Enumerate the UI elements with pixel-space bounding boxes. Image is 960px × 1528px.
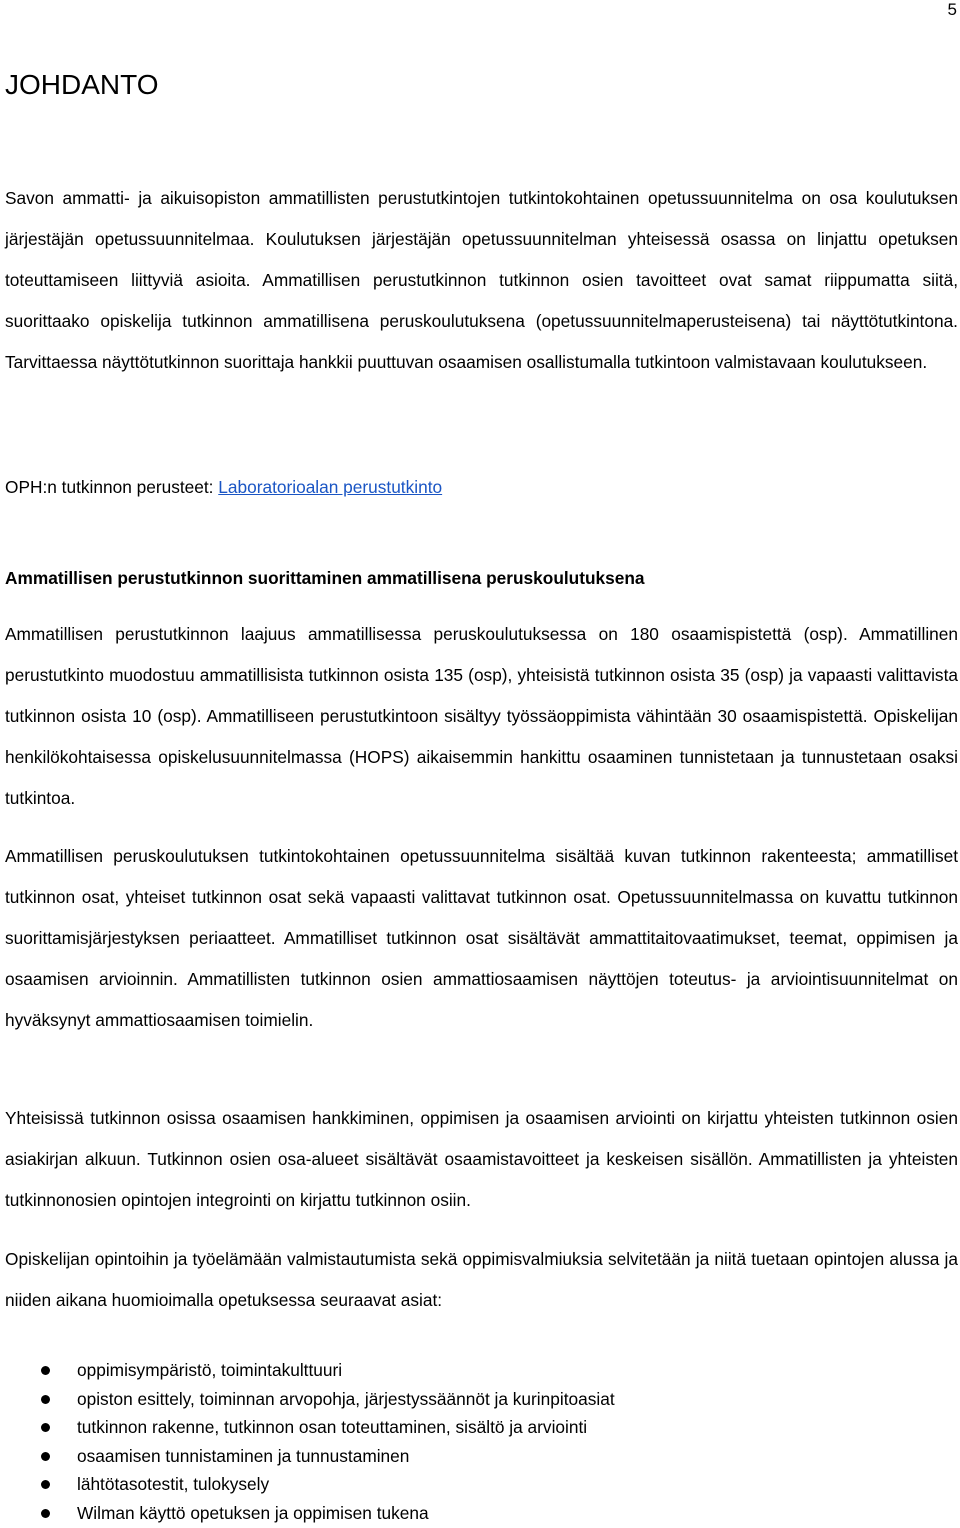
study-support-paragraph: Opiskelijan opintoihin ja työelämään valmistautumista sekä oppimisvalmiuksia selvitetään ja niitä tuetaan opintojen alussa ja niiden aikana huomioimalla opetuksessa seuraavat asiat: [5, 1249, 958, 1310]
scope-paragraph: Ammatillisen perustutkinnon laajuus ammatillisessa peruskoulutuksessa on 180 osaamispistettä (osp). Ammatillinen perustutkinto muodostuu ammatillisista tutkinnon osista 135 (osp), yhteisistä tutkinnon osista 35 (osp) ja vapaasti valittavista tutkinnon osista 10 (osp). Ammatilliseen perustutkintoon sisältyy työssäoppimista vähintään 30 osaamispistettä. Opiskelijan henkilökohtaisessa opiskelusuunnitelmassa (HOPS) aikaisemmin hankittu osaaminen tunnistetaan ja tunnustetaan osaksi tutkintoa. [5, 624, 958, 808]
list-item [0, 1499, 615, 1528]
list-item-text: oppimisympäristö, toimintakulttuuri [77, 1360, 343, 1380]
curriculum-link[interactable]: Laboratorioalan perustutkinto [218, 477, 443, 497]
list-item [0, 1385, 615, 1414]
list-item [0, 1413, 615, 1442]
oph-label: OPH:n tutkinnon perusteet: [5, 477, 219, 497]
list-item-text: osaamisen tunnistaminen ja tunnustaminen [77, 1445, 410, 1466]
list-item [0, 1470, 615, 1499]
plan-paragraph: Ammatillisen peruskoulutuksen tutkintokohtainen opetussuunnitelma sisältää kuvan tutkinnon rakenteesta; ammatilliset tutkinnon osat, yhteiset tutkinnon osat sekä vapaasti valittavat tutkinnon osat. Opetussuunnitelmassa on kuvattu tutkinnon suorittamisjärjestyksen periaatteet. Ammatilliset tutkinnon osat sisältävät ammattitaitovaatimukset, teemat, oppimisen ja osaamisen arvioinnin. Ammatillisten tutkinnon osien ammattiosaamisen näyttöjen toteutus- ja arviointisuunnitelmat on hyväksynyt ammattiosaamisen toimielin. [5, 846, 958, 1030]
page-number: 5 [947, 0, 957, 19]
section-heading: Ammatillisen perustutkinnon suorittaminen ammatillisena peruskoulutuksena [5, 568, 645, 588]
oph-reference [5, 467, 958, 508]
list-item [0, 1442, 615, 1471]
list-item-text: tutkinnon rakenne, tutkinnon osan toteuttaminen, sisältö ja arviointi [77, 1417, 588, 1438]
intro-paragraph: Savon ammatti- ja aikuisopiston ammatillisten perustutkintojen tutkintokohtainen opetussuunnitelma on osa koulutuksen järjestäjän opetussuunnitelmaa. Koulutuksen järjestäjän opetussuunnitelman yhteisessä osassa on linjattu opetuksen toteuttamiseen liittyviä asioita. Ammatillisen perustutkinnon tutkinnon osien tavoitteet ovat samat riippumatta siitä, suorittaako opiskelija tutkinnon ammatillisena peruskoulutuksena (opetussuunnitelmaperusteisena) tai näyttötutkintona. Tarvittaessa näyttötutkinnon suorittaja hankkii puuttuvan osaamisen osallistumalla tutkintoon valmistavaan koulutukseen. [5, 188, 958, 372]
bullet-icon [41, 1366, 50, 1375]
bullet-icon [41, 1480, 50, 1489]
bullet-icon [41, 1395, 50, 1404]
list-item-text: Wilman käyttö opetuksen ja oppimisen tukena [77, 1502, 429, 1523]
list-item-text: lähtötasotestit, tulokysely [77, 1474, 270, 1495]
bullet-icon [41, 1423, 50, 1432]
support-topics-list [0, 1356, 615, 1528]
common-parts-paragraph: Yhteisissä tutkinnon osissa osaamisen hankkiminen, oppimisen ja osaamisen arviointi on kirjattu yhteisten tutkinnon osien asiakirjan alkuun. Tutkinnon osien osa-alueet sisältävät osaamistavoitteet ja keskeisen sisällön. Ammatillisten ja yhteisten tutkinnonosien opintojen integrointi on kirjattu tutkinnon osiin. [5, 1108, 958, 1210]
bullet-icon [41, 1452, 50, 1461]
bullet-icon [41, 1509, 50, 1518]
list-item-text: opiston esittely, toiminnan arvopohja, järjestyssäännöt ja kurinpitoasiat [77, 1388, 615, 1409]
list-item [0, 1356, 615, 1385]
page-title: JOHDANTO [5, 69, 159, 100]
